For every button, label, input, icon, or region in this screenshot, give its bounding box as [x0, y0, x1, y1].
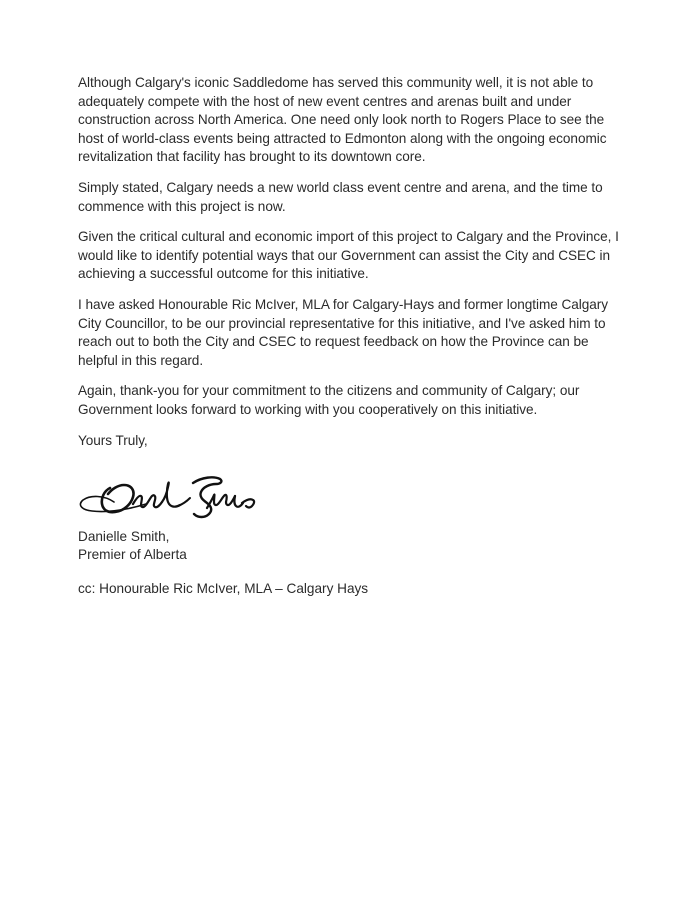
signer-identity: [78, 528, 378, 564]
body-paragraph-3: Given the critical cultural and economic import of this project to Calgary and the Province, I would like to identify potential ways that our Government can assist the City and CSEC in achieving a successful outcome for this initiative.: [78, 229, 619, 282]
body-paragraph-1: Although Calgary's iconic Saddledome has served this community well, it is not able to adequately compete with the host of new event centres and arenas built and under construction across North America. One need only look north to Rogers Place to see the host of world-class events being attracted to Edmonton along with the ongoing economic revitalization that facility has brought to its downtown core.: [78, 75, 607, 165]
closing-salutation: Yours Truly,: [78, 432, 148, 448]
body-paragraph-4: I have asked Honourable Ric McIver, MLA for Calgary-Hays and former longtime Calgary City Councillor, to be our provincial representative for this initiative, and I've asked him to reach out to both the City and CSEC to request feedback on how the Province can be helpful in this regard.: [78, 296, 608, 368]
body-paragraph-2: Simply stated, Calgary needs a new world class event centre and arena, and the time to commence with this project is now.: [78, 179, 603, 214]
handwritten-signature: [78, 470, 278, 522]
body-paragraph-5: Again, thank-you for your commitment to the citizens and community of Calgary; our Government looks forward to working with you cooperatively on this initiative.: [78, 383, 580, 417]
cc-recipients: cc: Honourable Ric McIver, MLA – Calgary Hays: [78, 580, 369, 596]
signer-name: Danielle Smith,: [78, 529, 170, 545]
signer-title: Premier of Alberta: [78, 547, 187, 563]
signature-block: [78, 470, 378, 598]
letter-body: [78, 74, 623, 598]
